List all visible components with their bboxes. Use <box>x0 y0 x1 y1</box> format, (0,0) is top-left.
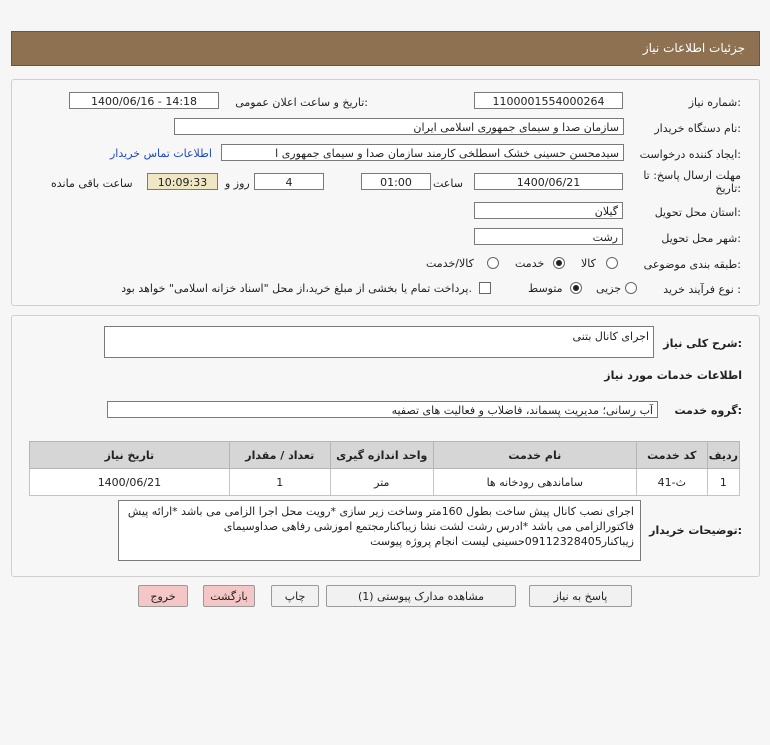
buyer-desc-field: اجرای نصب کانال پیش ساخت بطول 160متر وساخت زیر سازی *رویت محل اجرا الزامی می باشد *ارائه پیش فاکتورالزامی می باشد *ادرس رشت لشت نشا زیباکنارمجتمع اموزشی رفاهی صداوسیمای زیباکنار09112328405حسینی لیست انجام پروژه پیوست <box>118 500 641 561</box>
col-quantity: تعداد / مقدار <box>229 442 330 469</box>
exit-button[interactable]: خروج <box>138 585 188 607</box>
treasury-payment-note: پرداخت تمام یا بخشی از مبلغ خرید،از محل "اسناد خزانه اسلامی" خواهد بود. <box>121 282 472 295</box>
process-label: نوع فرآیند خرید : <box>663 283 741 296</box>
announce-label: تاریخ و ساعت اعلان عمومی: <box>235 96 368 109</box>
process-radio-medium[interactable] <box>570 282 582 294</box>
process-radio-minor[interactable] <box>625 282 637 294</box>
process-option-minor: جزیی <box>596 282 622 295</box>
col-unit: واحد اندازه گیری <box>330 442 433 469</box>
col-need-date: تاریخ نیاز <box>30 442 230 469</box>
summary-label: شرح کلی نیاز: <box>663 337 742 350</box>
cell-service-name: ساماندهی رودخانه ها <box>433 469 636 496</box>
category-option-service: خدمت <box>515 257 545 270</box>
province-label: استان محل تحویل: <box>654 206 741 219</box>
buyer-org-label: نام دستگاه خریدار: <box>654 122 741 135</box>
services-table <box>29 441 740 496</box>
creator-field: سیدمحسن حسینی خشک اسطلخی کارمند سازمان صدا و سیمای جمهوری ا <box>221 144 624 161</box>
deadline-label-2: تاریخ: <box>715 182 741 195</box>
table-row <box>30 469 740 496</box>
announce-field: 1400/06/16 - 14:18 <box>69 92 219 109</box>
print-button[interactable]: چاپ <box>271 585 319 607</box>
buyer-desc-label: توضیحات خریدار: <box>649 524 742 537</box>
col-service-name: نام خدمت <box>433 442 636 469</box>
category-label: طبقه بندی موضوعی: <box>643 258 741 271</box>
service-group-field: آب رسانی؛ مدیریت پسماند، فاضلاب و فعالیت های تصفیه <box>107 401 658 418</box>
deadline-time-label: ساعت <box>433 177 463 190</box>
need-info-panel <box>11 79 760 306</box>
reply-button[interactable]: پاسخ به نیاز <box>529 585 632 607</box>
contact-info-link[interactable]: اطلاعات تماس خریدار <box>110 147 212 160</box>
deadline-date-field: 1400/06/21 <box>474 173 623 190</box>
view-attachments-button[interactable]: مشاهده مدارک پیوستی (1) <box>326 585 516 607</box>
remaining-time-field: 10:09:33 <box>147 173 218 190</box>
col-row: ردیف <box>707 442 739 469</box>
category-radio-goods-service[interactable] <box>487 257 499 269</box>
services-heading: اطلاعات خدمات مورد نیاز <box>604 369 742 382</box>
page-title: جزئیات اطلاعات نیاز <box>642 41 745 55</box>
deadline-time-field: 01:00 <box>361 173 431 190</box>
cell-need-date: 1400/06/21 <box>30 469 230 496</box>
days-field: 4 <box>254 173 324 190</box>
deadline-label-1: مهلت ارسال پاسخ: تا <box>643 169 741 182</box>
summary-field: اجرای کانال بتنی <box>104 326 654 358</box>
days-label: روز و <box>225 177 250 190</box>
buyer-org-field: سازمان صدا و سیمای جمهوری اسلامی ایران <box>174 118 624 135</box>
need-number-field: 1100001554000264 <box>474 92 623 109</box>
province-field: گیلان <box>474 202 623 219</box>
creator-label: ایجاد کننده درخواست: <box>639 148 741 161</box>
need-number-label: شماره نیاز: <box>688 96 741 109</box>
category-radio-service[interactable] <box>553 257 565 269</box>
category-option-goods: کالا <box>581 257 596 270</box>
back-button[interactable]: بازگشت <box>203 585 255 607</box>
cell-quantity: 1 <box>229 469 330 496</box>
page-header <box>11 31 760 66</box>
process-option-medium: متوسط <box>528 282 563 295</box>
city-field: رشت <box>474 228 623 245</box>
category-option-goods-service: کالا/خدمت <box>426 257 474 270</box>
treasury-payment-checkbox[interactable] <box>479 282 491 294</box>
cell-row: 1 <box>707 469 739 496</box>
city-label: شهر محل تحویل: <box>661 232 741 245</box>
col-service-code: کد خدمت <box>636 442 707 469</box>
service-group-label: گروه خدمت: <box>674 404 742 417</box>
category-radio-goods[interactable] <box>606 257 618 269</box>
cell-unit: متر <box>330 469 433 496</box>
cell-service-code: ث-41 <box>636 469 707 496</box>
services-table-header <box>30 442 740 469</box>
remaining-label: ساعت باقی مانده <box>51 177 133 190</box>
